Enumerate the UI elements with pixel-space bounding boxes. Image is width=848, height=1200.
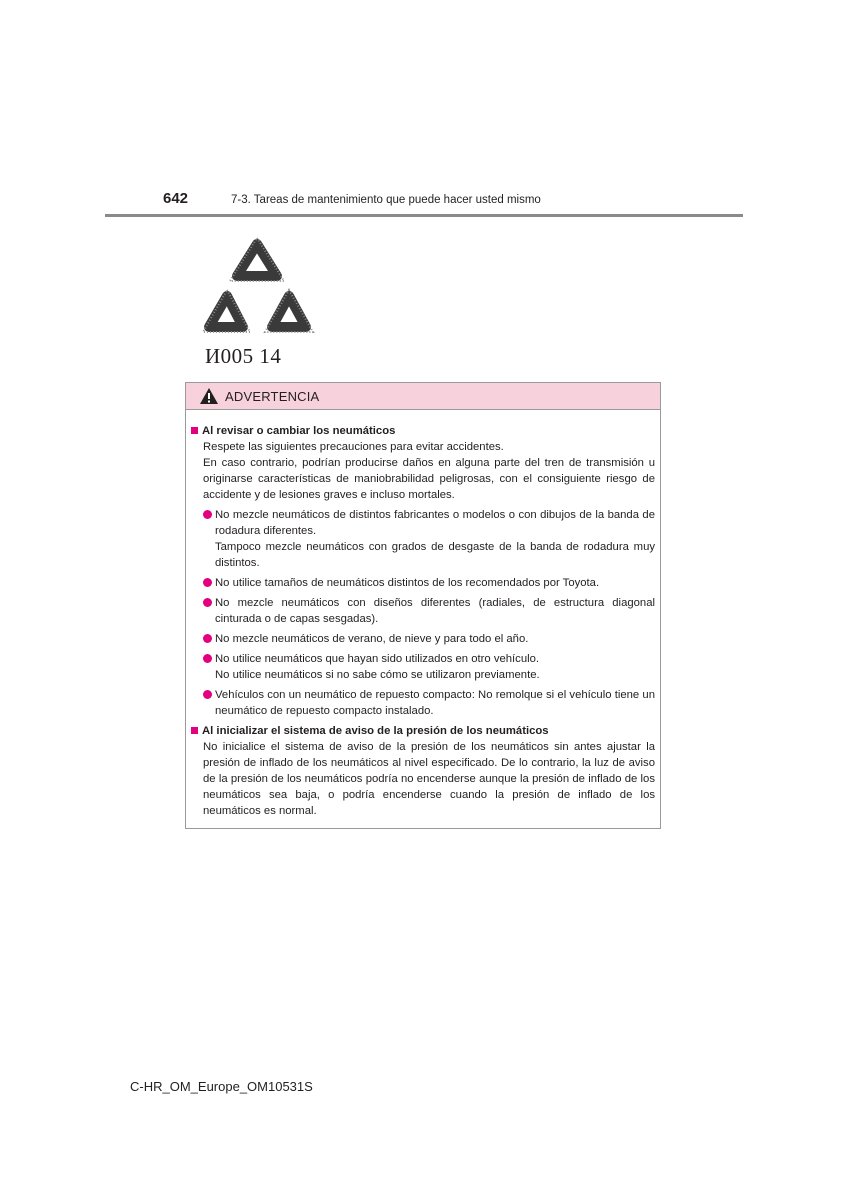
list-item — [203, 651, 655, 683]
warning-body — [186, 410, 660, 819]
warning-title: ADVERTENCIA — [225, 388, 320, 404]
list-item-body — [215, 507, 655, 571]
list-item — [203, 631, 655, 647]
paragraph: En caso contrario, podrían producirse daños en alguna parte del tren de transmisión u originarse características de maniobrabilidad peligrosas, con el consiguiente riesgo de accidente y de lesiones graves e incluso mortales. — [203, 457, 655, 501]
tire-marking-code: И005 14 — [205, 344, 282, 368]
subheading-check-tires — [191, 423, 655, 439]
list-item — [203, 575, 655, 591]
paragraph: Respete las siguientes precauciones para evitar accidentes. — [203, 441, 504, 453]
paragraph: No inicialice el sistema de aviso de la presión de los neumáticos sin antes ajustar la presión de inflado de los neumáticos al nivel especificado. De lo contrario, la luz de aviso de la presión de los neumáticos podría no encenderse aunque la presión de inflado de los neumáticos sea baja, o podría encenderse cuando la presión de inflado de los neumáticos es normal. — [203, 741, 655, 817]
circle-bullet-icon — [203, 510, 212, 519]
footer-code: C-HR_OM_Europe_OM10531S — [130, 1079, 313, 1094]
tire-marking-figure — [193, 230, 323, 370]
list-item — [203, 507, 655, 571]
warning-triangle-icon — [199, 387, 219, 405]
subheading-text: Al inicializar el sistema de aviso de la presión de los neumáticos — [202, 725, 549, 737]
list-item — [203, 687, 655, 719]
square-bullet-icon — [191, 427, 198, 434]
circle-bullet-icon — [203, 634, 212, 643]
list-item-text: No utilice neumáticos si no sabe cómo se utilizaron previamente. — [215, 669, 540, 681]
circle-bullet-icon — [203, 654, 212, 663]
subheading-text: Al revisar o cambiar los neumáticos — [202, 425, 396, 437]
bullet-list — [203, 507, 655, 719]
list-item-text: No utilice tamaños de neumáticos distintos de los recomendados por Toyota. — [215, 577, 600, 589]
list-item-text: No mezcle neumáticos de verano, de nieve y para todo el año. — [215, 633, 529, 645]
list-item — [203, 595, 655, 627]
section-title: 7-3. Tareas de mantenimiento que puede hacer usted mismo — [231, 194, 541, 206]
circle-bullet-icon — [203, 578, 212, 587]
list-item-body — [215, 651, 655, 683]
list-item-text: No utilice neumáticos que hayan sido utilizados en otro vehículo. — [215, 653, 540, 665]
list-item-text: No mezcle neumáticos de distintos fabricantes o modelos o con dibujos de la banda de rodadura diferentes. — [215, 509, 655, 537]
warning-header — [186, 383, 660, 410]
circle-bullet-icon — [203, 598, 212, 607]
list-item-text: No mezcle neumáticos con diseños diferentes (radiales, de estructura diagonal cinturada o de capas sesgadas). — [215, 597, 655, 625]
subheading-tpms-init — [191, 723, 655, 739]
list-item-text: Vehículos con un neumático de repuesto compacto: No remolque si el vehículo tiene un neumático de repuesto compacto instalado. — [215, 689, 655, 717]
page-number: 642 — [163, 190, 189, 207]
square-bullet-icon — [191, 727, 198, 734]
list-item-text: Tampoco mezcle neumáticos con grados de desgaste de la banda de rodadura muy distintos. — [215, 541, 655, 569]
warning-box — [185, 382, 661, 829]
header-rule — [105, 214, 743, 217]
triangle-marks-icon — [193, 230, 323, 335]
circle-bullet-icon — [203, 690, 212, 699]
